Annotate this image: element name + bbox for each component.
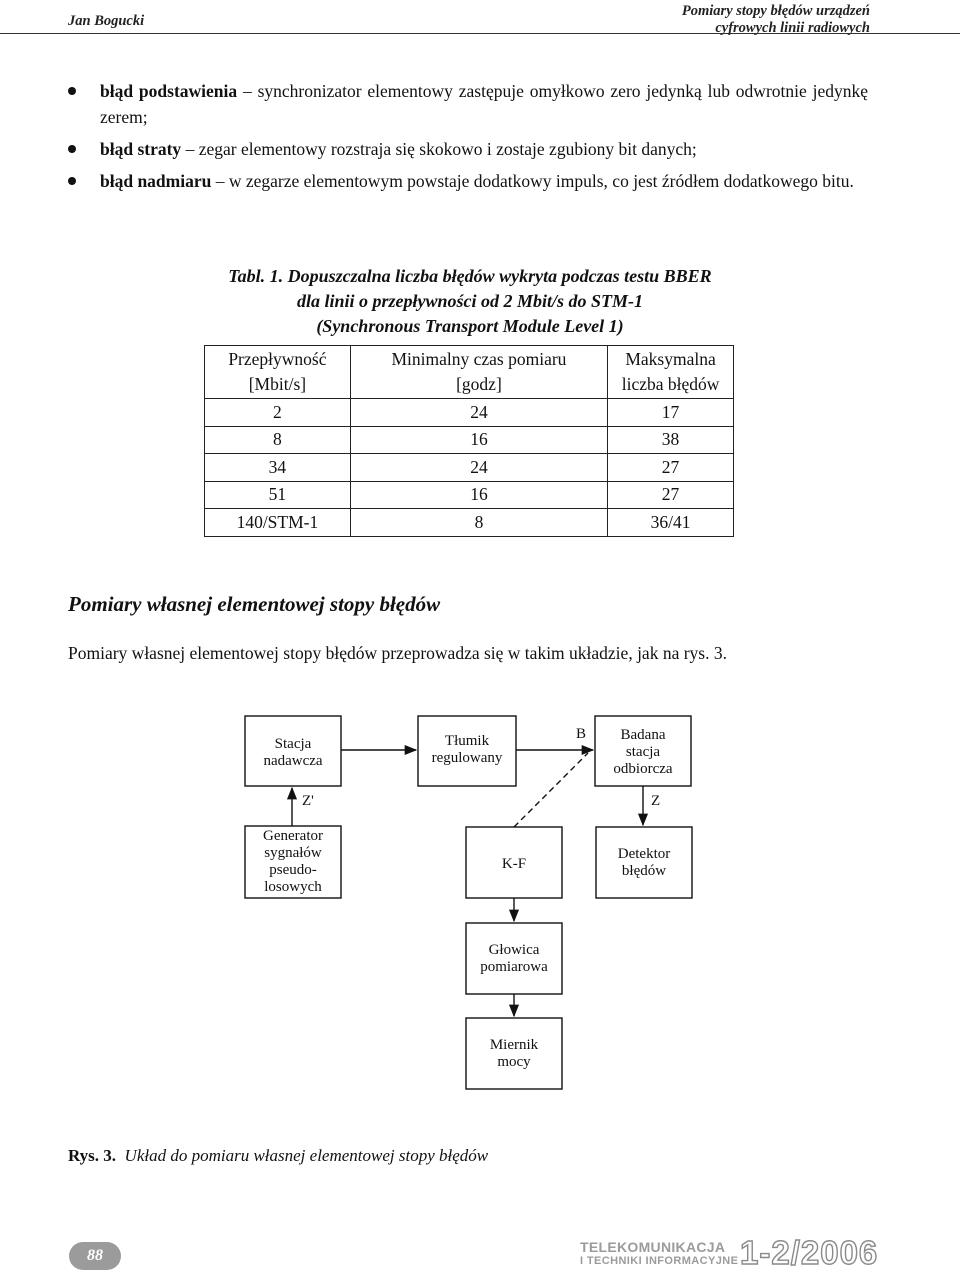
bullet-term: błąd straty: [100, 139, 182, 159]
label-kf: K-F: [501, 856, 527, 872]
label-miernik-1: Miernik: [489, 1037, 539, 1053]
table-row: [205, 399, 734, 427]
table-cell: 38: [608, 426, 734, 454]
bullet-icon: [68, 177, 76, 185]
journal-name-line1: TELEKOMUNIKACJA: [580, 1239, 726, 1255]
section-heading: Pomiary własnej elementowej stopy błędów: [68, 592, 441, 616]
table-header-row: [205, 346, 734, 399]
bullet-term: błąd nadmiaru: [100, 171, 212, 191]
col-header-unit: [Mbit/s]: [248, 374, 307, 394]
journal-name-line2: I TECHNIKI INFORMACYJNE: [580, 1255, 739, 1267]
table-cell: 24: [350, 454, 607, 482]
col-header-line: Przepływność: [228, 349, 327, 369]
error-types-list: [68, 78, 868, 200]
label-tlumik-2: regulowany: [431, 750, 503, 766]
label-point-z: Z: [651, 793, 661, 809]
label-badana-3: odbiorcza: [613, 761, 673, 777]
table-caption-line2: dla linii o przepływności od 2 Mbit/s do STM-1: [296, 291, 644, 311]
page-number: 88: [69, 1242, 121, 1270]
table-row: [205, 481, 734, 509]
table-cell: 36/41: [608, 509, 734, 537]
running-header-author: Jan Bogucki: [68, 13, 145, 29]
table-cell: 8: [205, 426, 351, 454]
running-header-title: [470, 3, 870, 37]
col-header-line: Maksymalna: [625, 349, 716, 369]
figure-caption-text: Układ do pomiaru własnej elementowej stopy błędów: [124, 1146, 489, 1165]
table-cell: 51: [205, 481, 351, 509]
table-cell: 16: [350, 426, 607, 454]
table-cell: 24: [350, 399, 607, 427]
table-row: [205, 426, 734, 454]
list-item: [68, 78, 868, 130]
label-generator-2: sygnałów: [264, 845, 322, 861]
header-rule: [0, 33, 960, 34]
table-cell: 16: [350, 481, 607, 509]
col-header-throughput: [205, 346, 351, 399]
label-detektor-2: błędów: [621, 863, 667, 879]
journal-name: [580, 1239, 738, 1267]
bullet-term: błąd podstawienia: [100, 81, 238, 101]
label-glowica-2: pomiarowa: [480, 959, 548, 975]
label-badana-1: Badana: [620, 727, 666, 743]
figure-caption-label: Rys. 3.: [68, 1146, 117, 1165]
measurement-setup-diagram: [0, 700, 960, 1140]
col-header-max-errors: [608, 346, 734, 399]
bullet-icon: [68, 87, 76, 95]
col-header-unit: [godz]: [456, 374, 502, 394]
label-tlumik-1: Tłumik: [444, 733, 490, 749]
table-cell: 27: [608, 454, 734, 482]
figure-caption: [68, 1146, 488, 1166]
label-detektor-1: Detektor: [617, 846, 671, 862]
table-caption-line3: (Synchronous Transport Module Level 1): [316, 316, 624, 336]
table-caption-line1: Tabl. 1. Dopuszczalna liczba błędów wykryta podczas testu BBER: [228, 266, 712, 286]
bullet-icon: [68, 145, 76, 153]
col-header-unit: liczba błędów: [621, 374, 720, 394]
bullet-text: – zegar elementowy rozstraja się skokowo i zostaje zgubiony bit danych;: [181, 139, 697, 159]
running-header-title-line1: Pomiary stopy błędów urządzeń: [681, 3, 870, 19]
bullet-text: – w zegarze elementowym powstaje dodatkowy impuls, co jest źródłem dodatkowego bitu.: [211, 171, 854, 191]
label-generator-1: Generator: [263, 828, 323, 844]
table-cell: 27: [608, 481, 734, 509]
table-cell: 2: [205, 399, 351, 427]
issue-number: 1-2/2006: [740, 1234, 879, 1271]
label-point-b: B: [576, 726, 587, 742]
label-stacja-nadawcza-1: Stacja: [274, 736, 312, 752]
section-paragraph: Pomiary własnej elementowej stopy błędów przeprowadza się w takim układzie, jak na rys. 3.: [68, 643, 727, 663]
dashed-coupling-line: [514, 753, 588, 827]
list-item: [68, 168, 868, 194]
label-generator-3: pseudo-: [269, 862, 317, 878]
table-caption: [150, 264, 790, 339]
bber-table: [204, 345, 734, 537]
col-header-line: Minimalny czas pomiaru: [391, 349, 567, 369]
label-glowica-1: Głowica: [488, 942, 540, 958]
table-row: [205, 454, 734, 482]
label-point-z-prime: Z': [302, 793, 314, 809]
running-header-title-line2: cyfrowych linii radiowych: [715, 20, 870, 36]
table-row: [205, 509, 734, 537]
label-generator-4: losowych: [264, 879, 322, 895]
table-cell: 8: [350, 509, 607, 537]
table-cell: 17: [608, 399, 734, 427]
list-item: [68, 136, 868, 162]
label-stacja-nadawcza-2: nadawcza: [263, 753, 323, 769]
col-header-min-time: [350, 346, 607, 399]
bullet-text: – synchronizator elementowy zastępuje omyłkowo zero jedynką lub odwrotnie jedynkę zerem;: [100, 81, 868, 127]
table-cell: 140/STM-1: [205, 509, 351, 537]
label-badana-2: stacja: [625, 744, 661, 760]
table-cell: 34: [205, 454, 351, 482]
label-miernik-2: mocy: [497, 1054, 531, 1070]
